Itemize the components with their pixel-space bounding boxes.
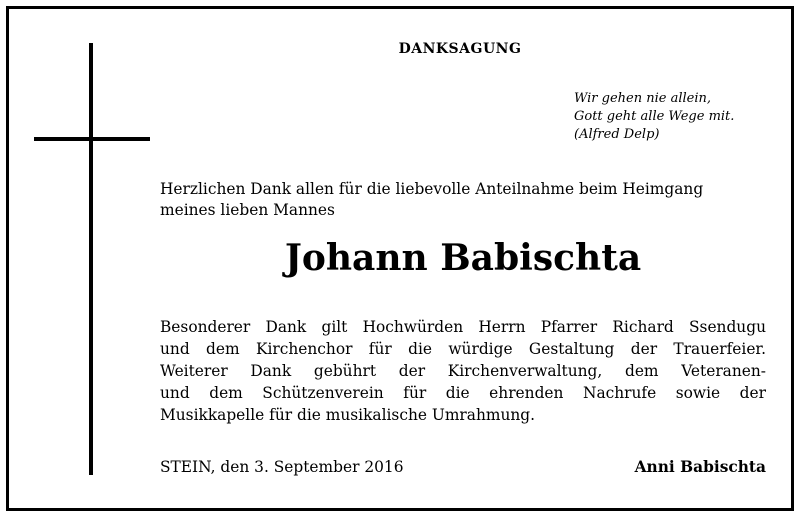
paragraph-line: Besonderer Dank gilt Hochwürden Herrn Pfarrer Richard Ssendugu (160, 318, 766, 336)
quote-line: Wir gehen nie allein, (574, 91, 712, 106)
paragraph-line: und dem Kirchenchor für die würdige Gestaltung der Trauerfeier. (160, 340, 766, 358)
intro-line: meines lieben Mannes (160, 201, 335, 219)
cross-horizontal-bar (34, 137, 150, 141)
thanks-paragraph (160, 316, 766, 426)
paragraph-line: und dem Schützenverein für die ehrenden Nachrufe sowie der (160, 384, 766, 402)
intro-line: Herzlichen Dank allen für die liebevolle Anteilnahme beim Heimgang (160, 180, 704, 198)
quote-block (574, 90, 784, 144)
place-date: STEIN, den 3. September 2016 (160, 458, 404, 476)
deceased-name: Johann Babischta (284, 237, 642, 279)
notice-heading: DANKSAGUNG (398, 41, 522, 57)
intro-text (160, 179, 770, 221)
signature-name: Anni Babischta (634, 458, 766, 476)
paragraph-line: Weiterer Dank gebührt der Kirchenverwaltung, dem Veteranen- (160, 362, 766, 380)
quote-line: Gott geht alle Wege mit. (574, 109, 735, 124)
cross-vertical-bar (89, 43, 93, 475)
paragraph-line: Musikkapelle für die musikalische Umrahmung. (160, 406, 536, 424)
quote-author: (Alfred Delp) (574, 127, 660, 142)
